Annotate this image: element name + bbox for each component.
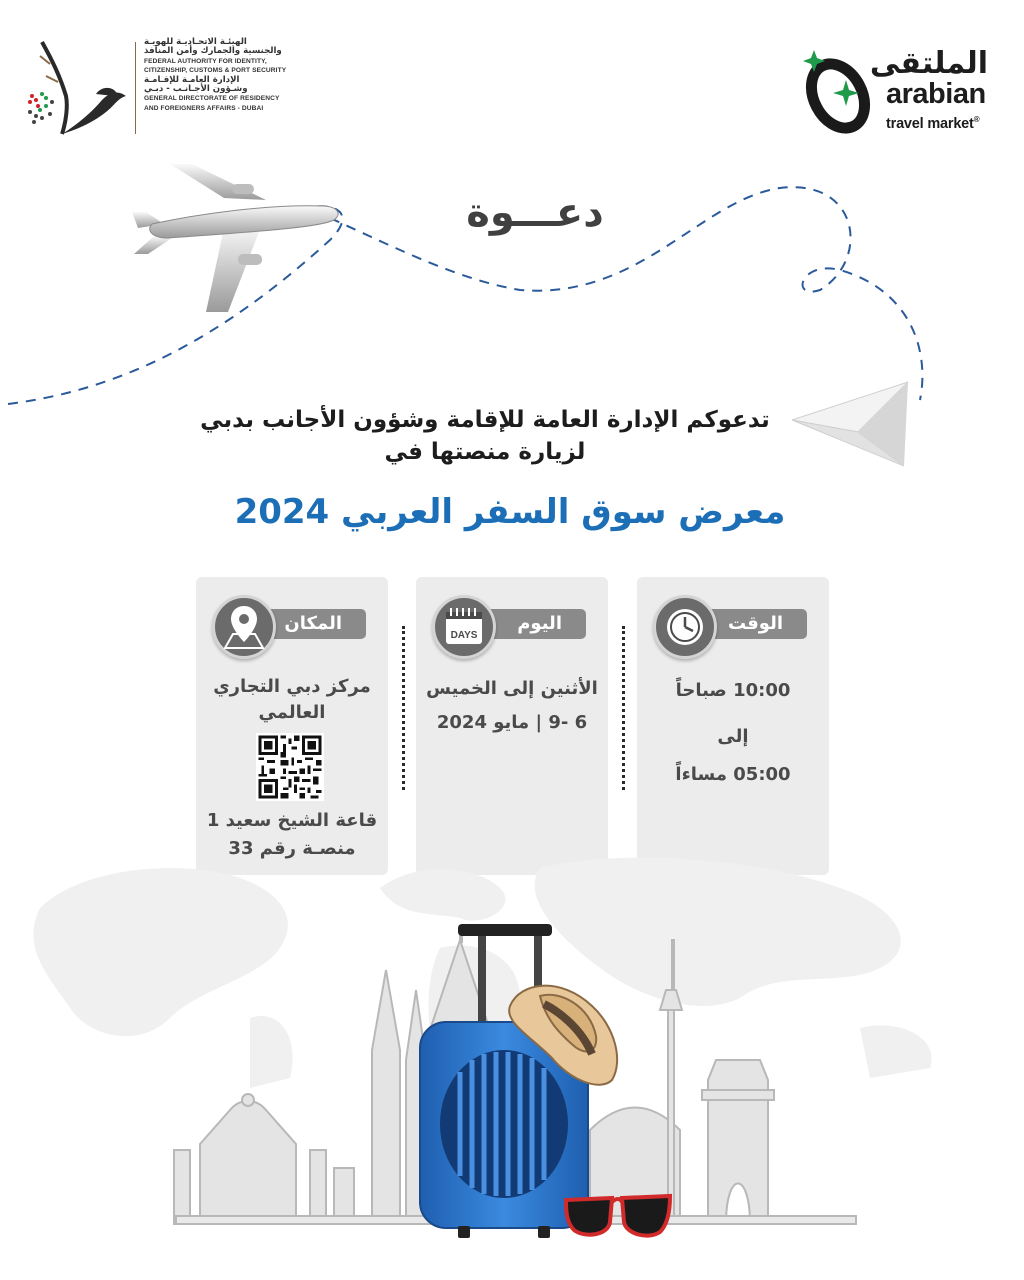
gdrfa-en-2: CITIZENSHIP, CUSTOMS & PORT SECURITY bbox=[144, 67, 287, 75]
atm-arabic-name: الملتقى bbox=[869, 46, 988, 81]
gdrfa-ar-3: الإدارة العامـة للإقـامـة bbox=[144, 74, 240, 85]
day-label: اليوم bbox=[517, 613, 562, 634]
day-line-2: 6 -9 | مايو 2024 bbox=[436, 712, 588, 733]
invitation-line-1: تدعوكم الإدارة العامة للإقامة وشؤون الأجانب بدبي bbox=[200, 407, 770, 433]
paper-plane-icon bbox=[788, 380, 912, 468]
invitation-line-2: لزيارة منصتها في bbox=[384, 439, 586, 465]
atm-registered-mark: ® bbox=[973, 115, 980, 124]
place-line-2: العالمي bbox=[258, 702, 326, 723]
clock-icon bbox=[656, 598, 714, 656]
day-icon-circle bbox=[432, 595, 496, 659]
card-divider-2 bbox=[622, 626, 625, 790]
atm-tm-text: travel market bbox=[886, 115, 974, 132]
gdrfa-en-1: FEDERAL AUTHORITY FOR IDENTITY, bbox=[144, 57, 267, 65]
day-line-1: الأثنين إلى الخميس bbox=[426, 678, 598, 699]
place-label: المكان bbox=[284, 613, 342, 634]
calendar-days-text: DAYS bbox=[450, 630, 478, 641]
atm-name-arabian: arabian bbox=[886, 78, 986, 110]
time-line-3: 05:00 مساءاً bbox=[675, 764, 791, 785]
sunglasses-illustration bbox=[562, 1192, 674, 1242]
place-line-1: مركز دبي التجاري bbox=[213, 676, 371, 697]
page-title: دعـــوة bbox=[466, 190, 604, 236]
place-line-4: منصـة رقم 33 bbox=[228, 838, 356, 859]
time-line-1: 10:00 صباحاً bbox=[675, 680, 791, 701]
gdrfa-en-3: GENERAL DIRECTORATE OF RESIDENCY bbox=[144, 95, 280, 103]
calendar-days-icon bbox=[435, 598, 493, 656]
card-divider-1 bbox=[402, 626, 405, 790]
time-icon-circle bbox=[653, 595, 717, 659]
invitation-text bbox=[170, 404, 800, 468]
gdrfa-en-4: AND FOREIGNERS AFFAIRS - DUBAI bbox=[144, 104, 264, 112]
time-line-2: إلى bbox=[717, 726, 749, 747]
gdrfa-ar-1: الهيئـة الاتحـاديـة للهويـة bbox=[144, 37, 247, 47]
place-line-3: قاعة الشيخ سعيد 1 bbox=[206, 810, 378, 831]
time-label: الوقت bbox=[727, 613, 783, 634]
place-icon-circle bbox=[212, 595, 276, 659]
event-name: معرض سوق السفر العربي 2024 bbox=[234, 492, 786, 532]
time-card bbox=[637, 577, 829, 875]
gdrfa-ar-2: والجنسية والجمارك وأمن المنافذ bbox=[144, 46, 282, 57]
qr-code[interactable] bbox=[256, 733, 324, 801]
hat-illustration bbox=[500, 976, 630, 1092]
airplane-icon bbox=[128, 162, 344, 318]
place-card bbox=[196, 577, 388, 875]
gdrfa-ar-4: وشـؤون الأجـانـب - دبـي bbox=[144, 84, 248, 95]
location-pin-icon bbox=[215, 598, 273, 656]
day-card bbox=[416, 577, 608, 875]
